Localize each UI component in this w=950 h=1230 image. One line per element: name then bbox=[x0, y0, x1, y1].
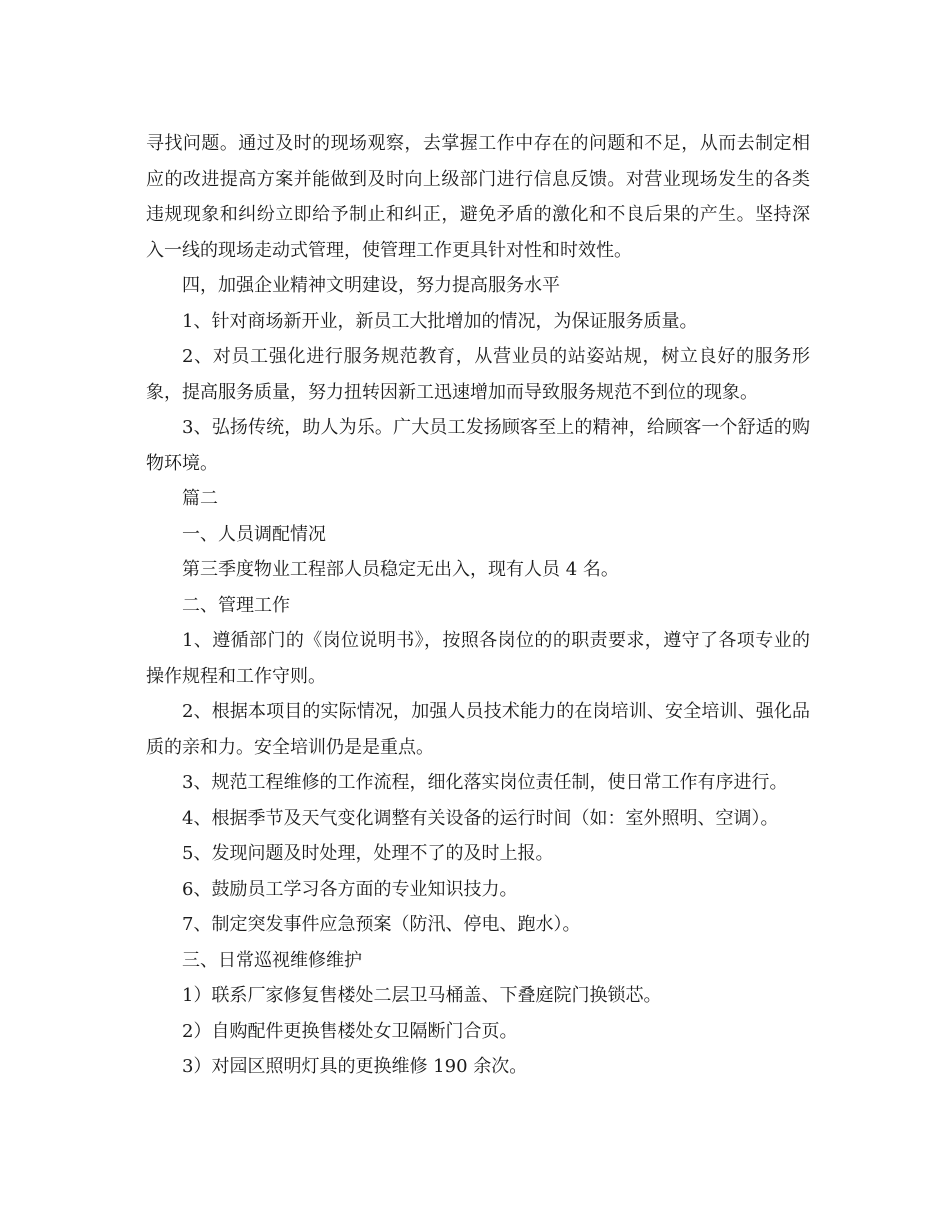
management-item-5: 5、发现问题及时处理，处理不了的及时上报。 bbox=[182, 843, 554, 864]
management-item-3: 3、规范工程维修的工作流程，细化落实岗位责任制，使日常工作有序进行。 bbox=[182, 772, 788, 793]
paragraph-continued-text: 寻找问题。通过及时的现场观察，去掌握工作中存在的问题和不足，从而去制定相应的改进提高方案并能做到及时向上级部门进行信息反馈。对营业现场发生的各类违规现象和纠纷立即给予制止和纠正，避免矛盾的激化和不良后果的产生。坚持深入一线的现场走动式管理，使管理工作更具针对性和时效性。 bbox=[146, 133, 810, 261]
maintenance-item-1: 1）联系厂家修复售楼处二层卫马桶盖、下叠庭院门换锁芯。 bbox=[182, 985, 662, 1006]
management-item-7: 7、制定突发事件应急预案（防汛、停电、跑水）。 bbox=[182, 914, 581, 935]
management-item-1: 1、遵循部门的《岗位说明书》，按照各岗位的的职责要求，遵守了各项专业的操作规程和工作守则。 bbox=[146, 630, 810, 687]
management-item-6: 6、鼓励员工学习各方面的专业知识技力。 bbox=[182, 878, 518, 900]
management-item-4: 4、根据季节及天气变化调整有关设备的运行时间（如：室外照明、空调）。 bbox=[182, 807, 779, 829]
maintenance-item-2: 2）自购配件更换售楼处女卫隔断门合页。 bbox=[182, 1020, 518, 1042]
list-item-1: 1、针对商场新开业，新员工大批增加的情况，为保证服务质量。 bbox=[182, 310, 698, 332]
staffing-text: 第三季度物业工程部人员稳定无出入，现有人员 4 名。 bbox=[182, 559, 619, 580]
management-item-2: 2、根据本项目的实际情况，加强人员技术能力的在岗培训、安全培训、强化品质的亲和力。安全培训仍是是重点。 bbox=[146, 701, 810, 758]
part-heading: 篇二 bbox=[182, 488, 218, 509]
list-item-3: 3、弘扬传统，助人为乐。广大员工发扬顾客至上的精神，给顾客一个舒适的购物环境。 bbox=[146, 417, 810, 474]
list-item-2: 2、对员工强化进行服务规范教育，从营业员的站姿站规，树立良好的服务形象，提高服务质量，努力扭转因新工迅速增加而导致服务规范不到位的现象。 bbox=[146, 346, 810, 403]
maintenance-item-3: 3）对园区照明灯具的更换维修 190 余次。 bbox=[182, 1056, 528, 1077]
section-heading-maintenance: 三、日常巡视维修维护 bbox=[182, 949, 362, 971]
document-body bbox=[146, 126, 810, 1085]
section-heading-management: 二、管理工作 bbox=[182, 594, 290, 616]
section-heading-4: 四，加强企业精神文明建设，努力提高服务水平 bbox=[182, 275, 560, 296]
section-heading-staffing: 一、人员调配情况 bbox=[182, 523, 326, 545]
